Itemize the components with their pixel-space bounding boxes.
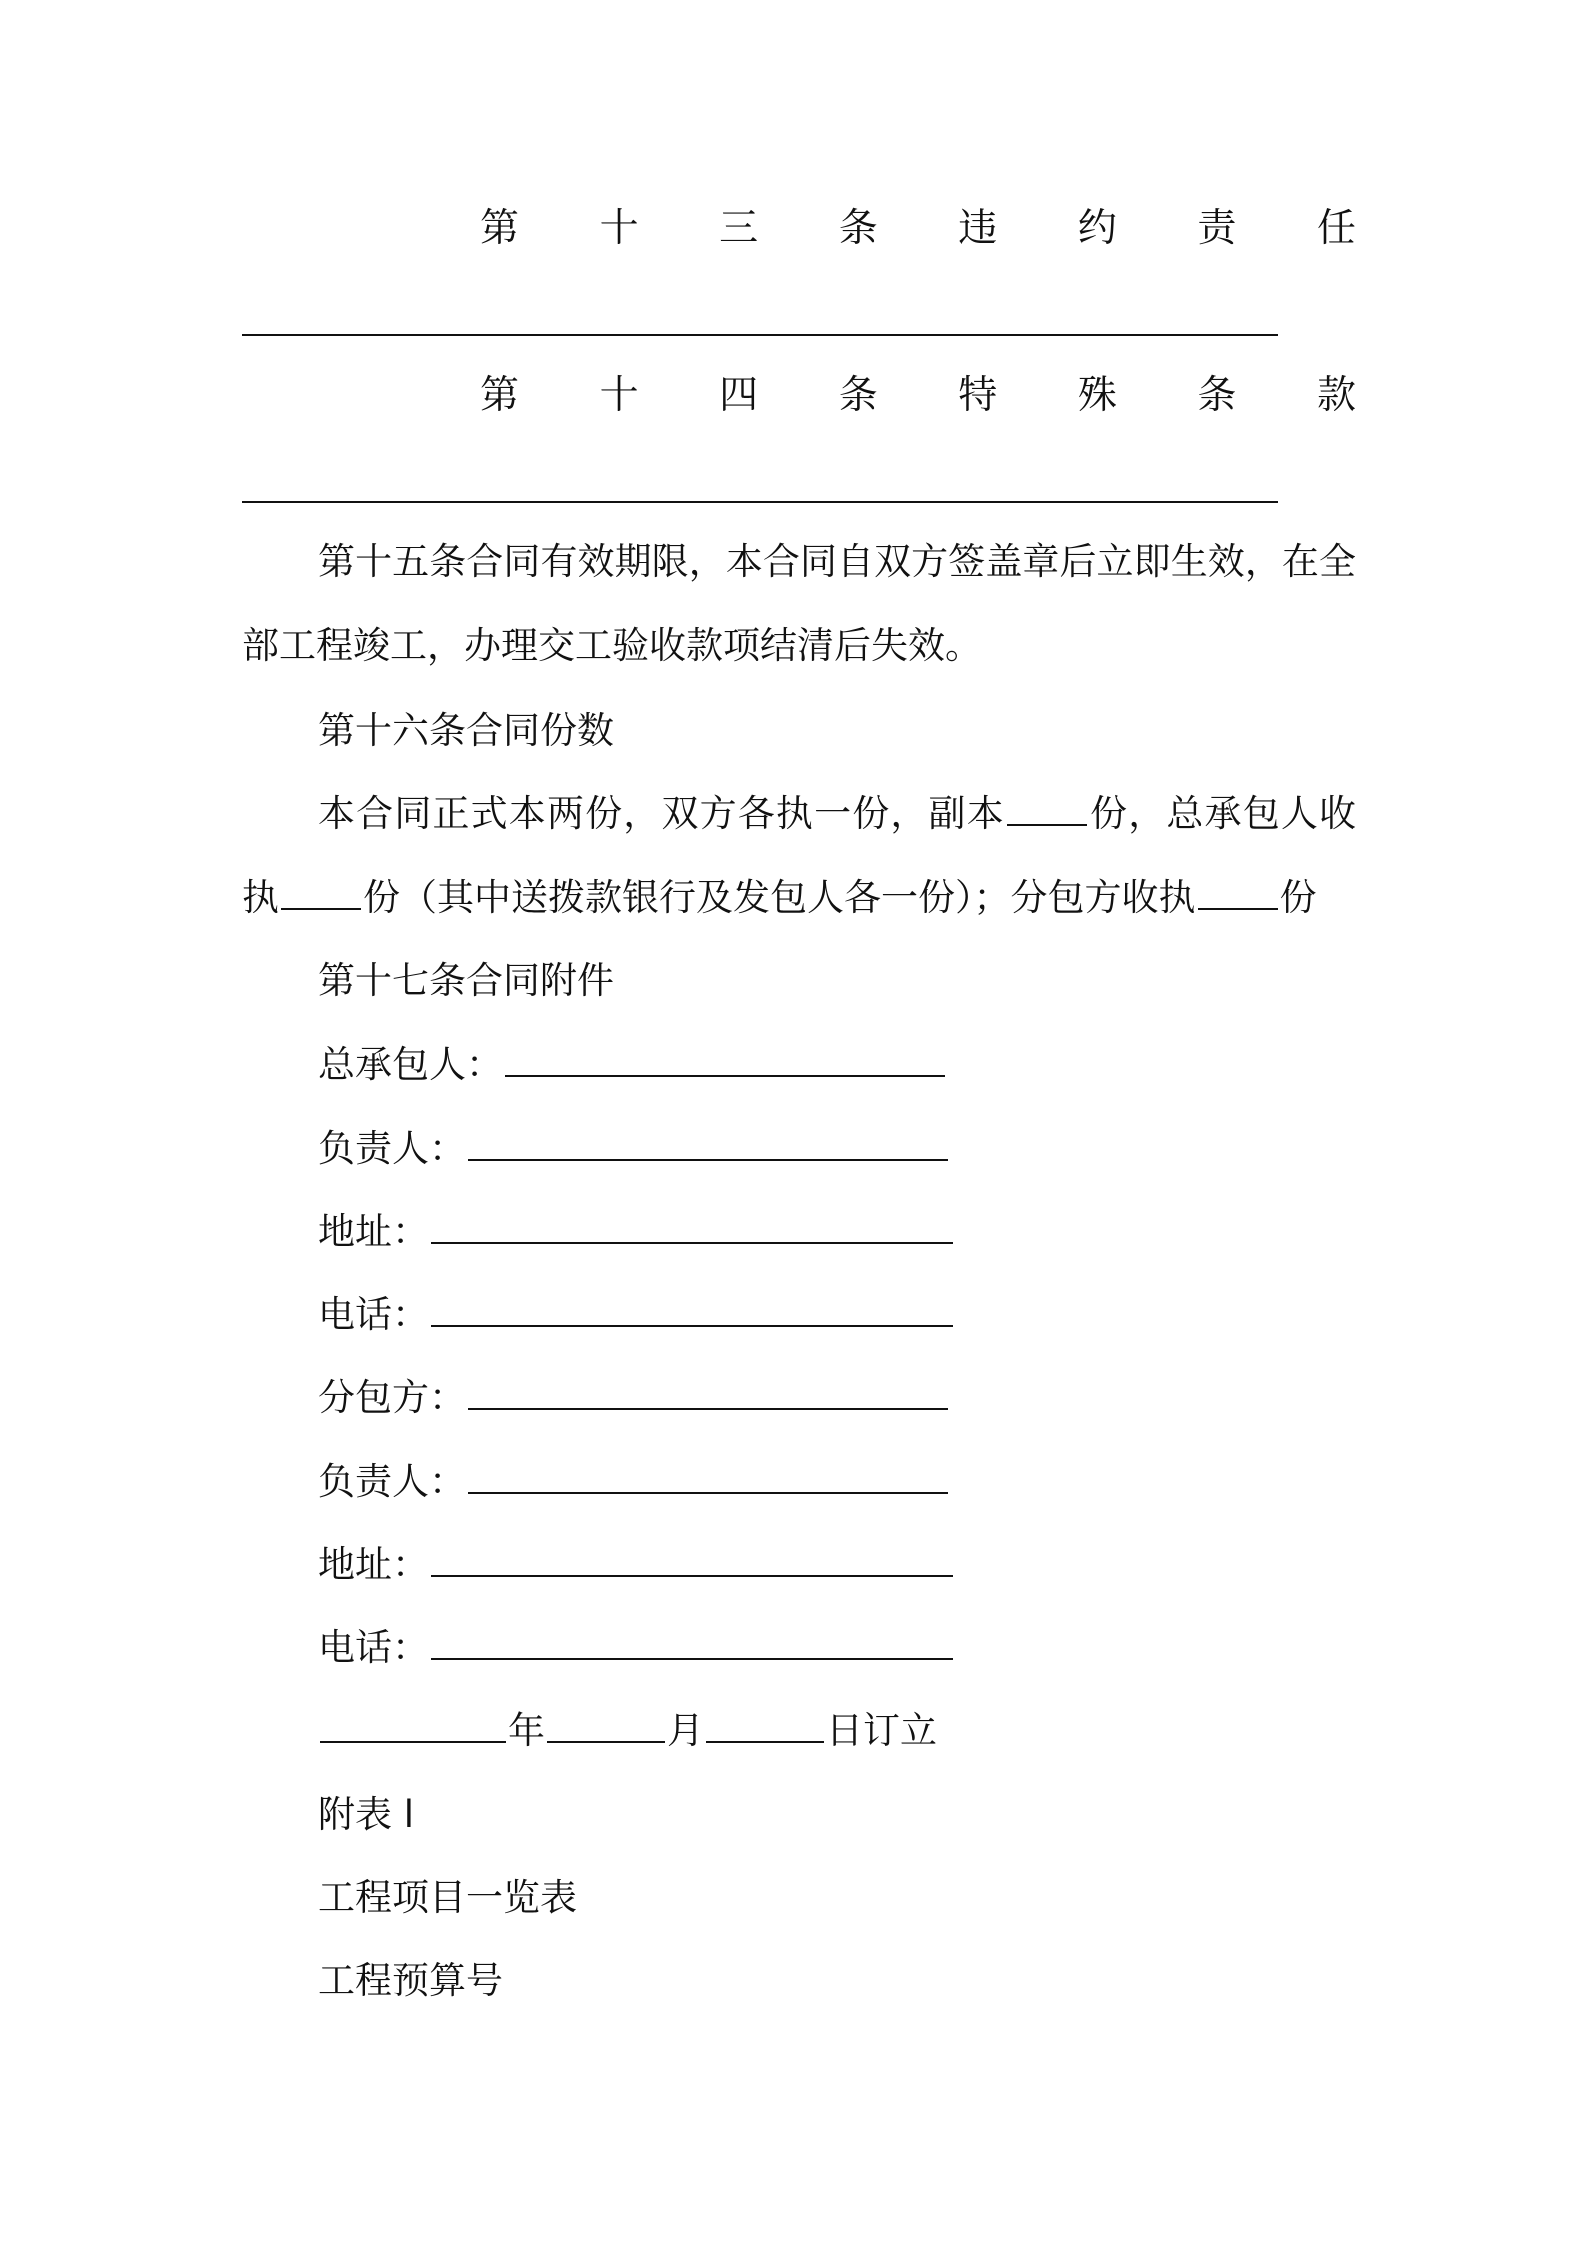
copies-blank <box>1198 878 1278 910</box>
article-17-heading: 第十七条合同附件 <box>318 959 614 1002</box>
heading-char: 十 <box>599 206 639 251</box>
field-blank <box>431 1212 953 1244</box>
field-contractor <box>318 1040 947 1090</box>
heading-char: 款 <box>1316 373 1356 418</box>
day-label: 日订立 <box>826 1709 937 1752</box>
copies-blank <box>281 878 361 910</box>
field-blank <box>431 1628 953 1660</box>
field-blank <box>468 1129 948 1161</box>
field-label: 地址： <box>318 1543 429 1586</box>
month-blank <box>547 1711 665 1743</box>
field-contractor-address <box>318 1207 955 1257</box>
year-label: 年 <box>508 1709 545 1752</box>
field-blank <box>468 1378 948 1410</box>
heading-char: 三 <box>719 206 759 251</box>
copies-text: 份（其中送拨款银行及发包人各一份）；分包方收执 <box>363 876 1196 919</box>
copies-blank <box>1007 794 1087 826</box>
field-blank <box>431 1295 953 1327</box>
heading-char: 条 <box>838 206 878 251</box>
field-label: 分包方： <box>318 1376 466 1419</box>
month-label: 月 <box>667 1709 704 1752</box>
copies-text: 份 <box>1279 876 1317 919</box>
field-label: 负责人： <box>318 1460 466 1503</box>
copies-text: 本合同正式本两份，双方各执一份，副本 <box>318 792 1005 835</box>
field-contractor-phone <box>318 1290 955 1340</box>
field-subcontractor-rep <box>318 1457 950 1507</box>
article-16-paragraph <box>242 772 1356 940</box>
field-subcontractor <box>318 1373 950 1423</box>
appendix-label: 附表 l <box>318 1793 415 1836</box>
article-13-heading <box>480 204 1356 254</box>
heading-char: 任 <box>1316 206 1356 251</box>
field-subcontractor-phone <box>318 1623 955 1673</box>
field-label: 负责人： <box>318 1127 466 1170</box>
heading-char: 违 <box>958 206 998 251</box>
field-label: 电话： <box>318 1293 429 1336</box>
year-blank <box>320 1711 506 1743</box>
heading-char: 第 <box>480 373 520 418</box>
field-subcontractor-address <box>318 1540 955 1590</box>
heading-char: 第 <box>480 206 520 251</box>
field-contractor-rep <box>318 1124 950 1174</box>
article-16-heading: 第十六条合同份数 <box>318 709 614 752</box>
field-blank <box>505 1045 945 1077</box>
blank-line <box>242 501 1278 503</box>
field-blank <box>468 1462 948 1494</box>
signing-date <box>318 1706 937 1756</box>
field-blank <box>431 1545 953 1577</box>
heading-char: 殊 <box>1077 373 1117 418</box>
budget-number-label: 工程预算号 <box>318 1959 503 2002</box>
article-15-paragraph: 第十五条合同有效期限，本合同自双方签盖章后立即生效，在全部工程竣工，办理交工验收款项结清后失效。 <box>242 540 1356 667</box>
heading-char: 条 <box>838 373 878 418</box>
copies-text: 份，总承包人收执 <box>242 792 1357 919</box>
field-label: 总承包人： <box>318 1043 503 1086</box>
field-label: 地址： <box>318 1210 429 1253</box>
heading-char: 条 <box>1197 373 1237 418</box>
appendix-title: 工程项目一览表 <box>318 1876 577 1919</box>
article-14-heading <box>480 371 1356 421</box>
heading-char: 四 <box>719 373 759 418</box>
heading-char: 十 <box>599 373 639 418</box>
heading-char: 约 <box>1077 206 1117 251</box>
heading-char: 特 <box>958 373 998 418</box>
heading-char: 责 <box>1197 206 1237 251</box>
day-blank <box>706 1711 824 1743</box>
blank-line <box>242 334 1278 336</box>
field-label: 电话： <box>318 1626 429 1669</box>
